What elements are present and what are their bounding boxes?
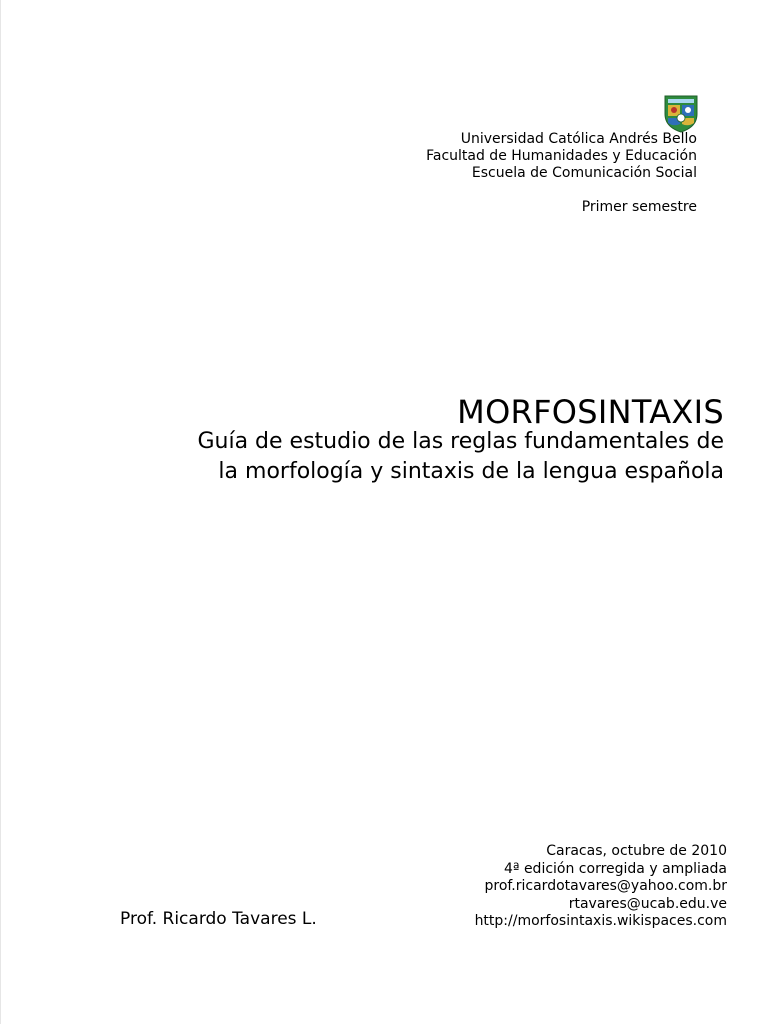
author-name: Prof. Ricardo Tavares L. (120, 909, 317, 929)
institution-block (426, 131, 697, 182)
website-url: http://morfosintaxis.wikispaces.com (474, 913, 727, 929)
place-date: Caracas, octubre de 2010 (546, 843, 727, 859)
semester-label: Primer semestre (581, 199, 697, 215)
school-name: Escuela de Comunicación Social (471, 165, 697, 181)
document-title: MORFOSINTAXIS (457, 393, 724, 431)
university-crest-icon (663, 94, 699, 134)
email-secondary: rtavares@ucab.edu.ve (568, 895, 727, 912)
subtitle-line-2: la morfología y sintaxis de la lengua española (218, 459, 724, 484)
document-subtitle (197, 427, 724, 487)
subtitle-line-1: Guía de estudio de las reglas fundamentales de (197, 429, 724, 454)
university-name: Universidad Católica Andrés Bello (460, 131, 697, 147)
edition-note: 4ª edición corregida y ampliada (503, 860, 727, 877)
faculty-name: Facultad de Humanidades y Educación (426, 148, 697, 164)
email-primary: prof.ricardotavares@yahoo.com.br (484, 878, 727, 894)
publication-info (475, 843, 727, 931)
